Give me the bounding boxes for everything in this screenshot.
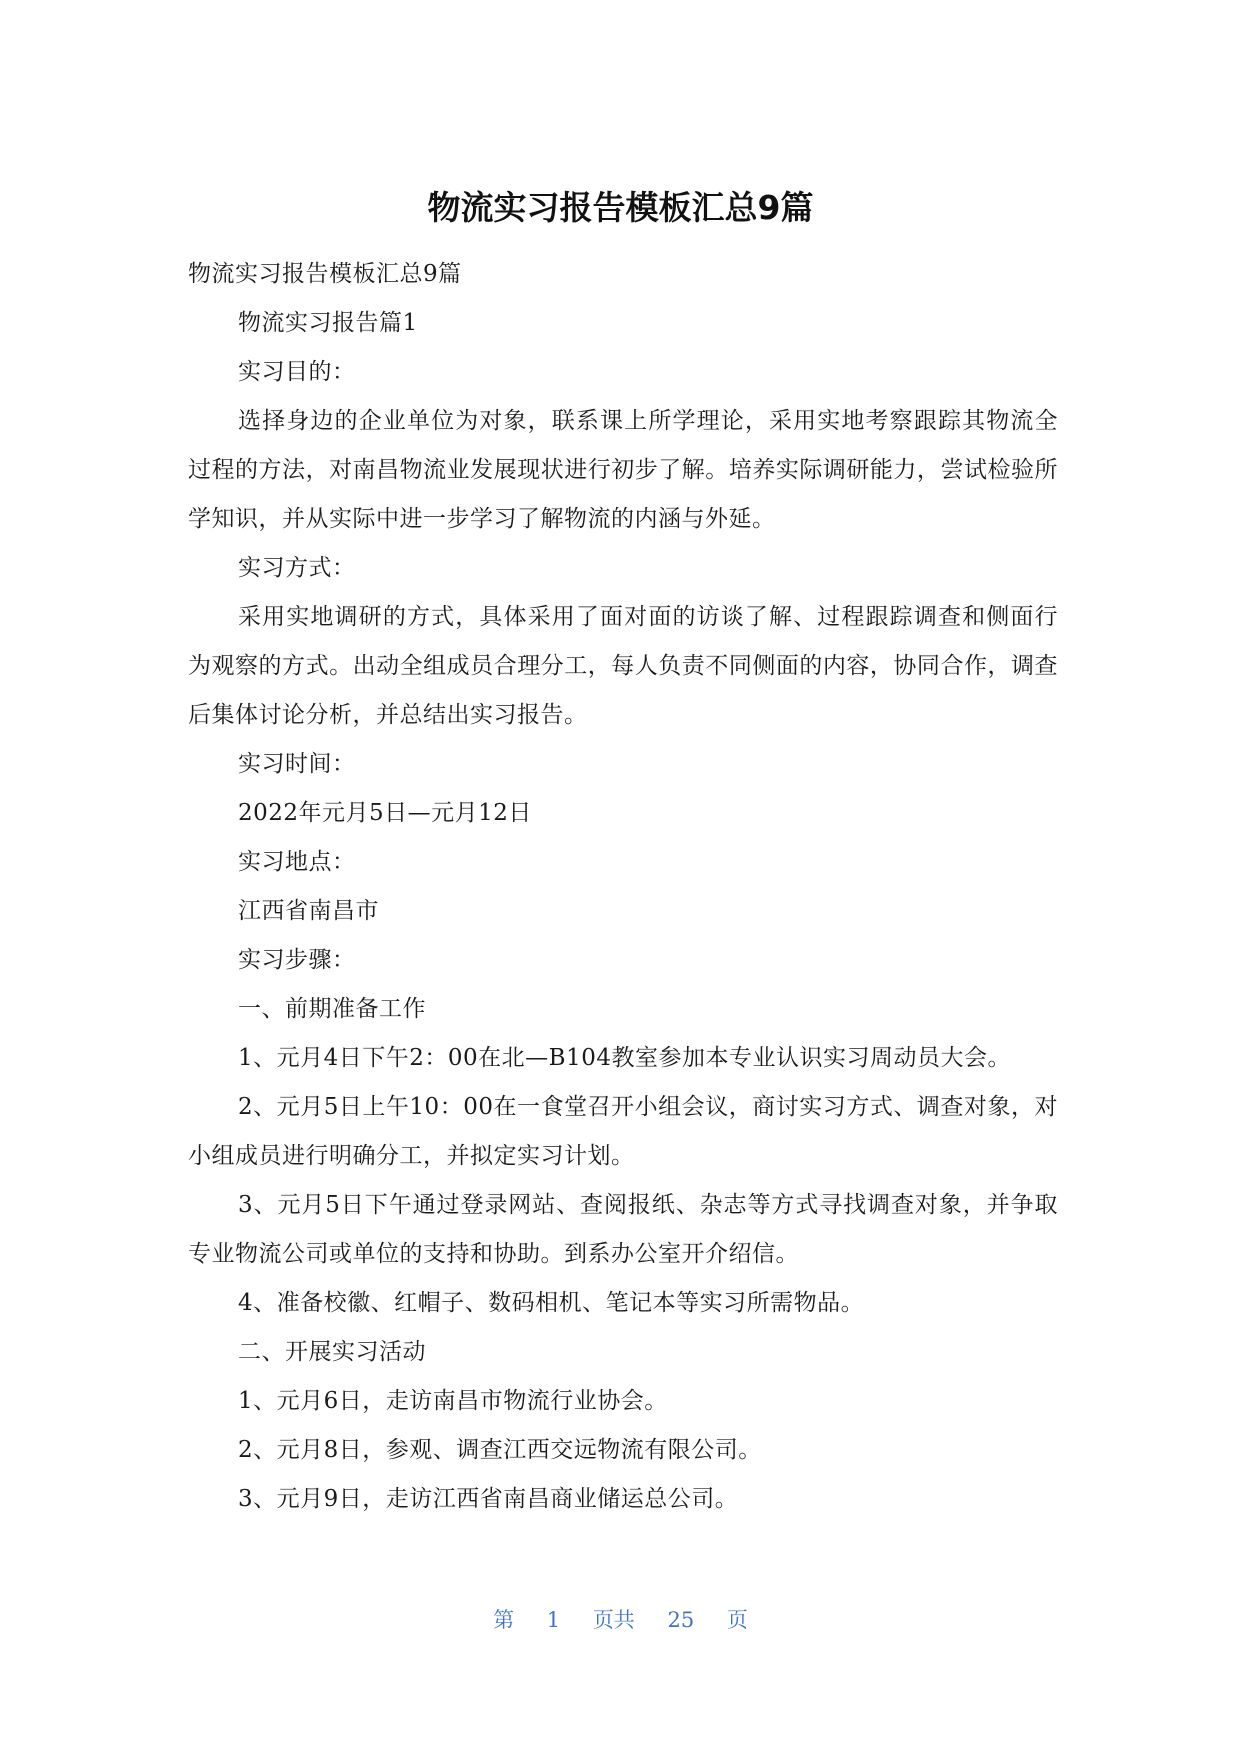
- paragraph: 4、准备校徽、红帽子、数码相机、笔记本等实习所需物品。: [238, 1290, 865, 1316]
- paragraph: 江西省南昌市: [238, 898, 379, 924]
- paragraph: 物流实习报告篇1: [238, 310, 418, 336]
- paragraph: 实习步骤：: [238, 947, 356, 973]
- paragraph: 3、元月5日下午通过登录网站、查阅报纸、杂志等方式寻找调查对象，并争取专业物流公司或单位的支持和协助。到系办公室开介绍信。: [188, 1192, 1058, 1267]
- paragraph: 实习目的：: [238, 359, 356, 385]
- page-footer: [0, 1604, 1241, 1634]
- document-title: 物流实习报告模板汇总9篇: [427, 188, 814, 227]
- paragraph: 选择身边的企业单位为对象，联系课上所学理论，采用实地考察跟踪其物流全过程的方法，对南昌物流业发展现状进行初步了解。培养实际调研能力，尝试检验所学知识，并从实际中进一步学习了解物流的内涵与外延。: [188, 408, 1058, 532]
- paragraph: 2022年元月5日—元月12日: [238, 800, 532, 826]
- paragraph: 物流实习报告模板汇总9篇: [188, 261, 462, 287]
- page-label-mid: 页共: [592, 1608, 635, 1632]
- paragraph: 3、元月9日，走访江西省南昌商业储运总公司。: [238, 1486, 739, 1512]
- paragraph: 采用实地调研的方式，具体采用了面对面的访谈了解、过程跟踪调查和侧面行为观察的方式。出动全组成员合理分工，每人负责不同侧面的内容，协同合作，调查后集体讨论分析，并总结出实习报告。: [188, 604, 1058, 728]
- paragraph: 1、元月6日，走访南昌市物流行业协会。: [238, 1388, 668, 1414]
- page-label-suffix: 页: [726, 1608, 748, 1632]
- paragraph: 一、前期准备工作: [238, 996, 426, 1022]
- paragraph: 2、元月5日上午10：00在一食堂召开小组会议，商讨实习方式、调查对象，对小组成员进行明确分工，并拟定实习计划。: [188, 1094, 1058, 1169]
- paragraph: 实习时间：: [238, 751, 356, 777]
- total-page-count: 25: [667, 1608, 695, 1632]
- current-page-number: 1: [546, 1608, 561, 1632]
- page-label-prefix: 第: [493, 1608, 515, 1632]
- paragraph: 实习地点：: [238, 849, 356, 875]
- paragraph: 二、开展实习活动: [238, 1339, 426, 1365]
- paragraph: 2、元月8日，参观、调查江西交远物流有限公司。: [238, 1437, 762, 1463]
- document-body: [188, 250, 1058, 1524]
- paragraph: 实习方式：: [238, 555, 356, 581]
- paragraph: 1、元月4日下午2：00在北—B104教室参加本专业认识实习周动员大会。: [238, 1045, 1011, 1071]
